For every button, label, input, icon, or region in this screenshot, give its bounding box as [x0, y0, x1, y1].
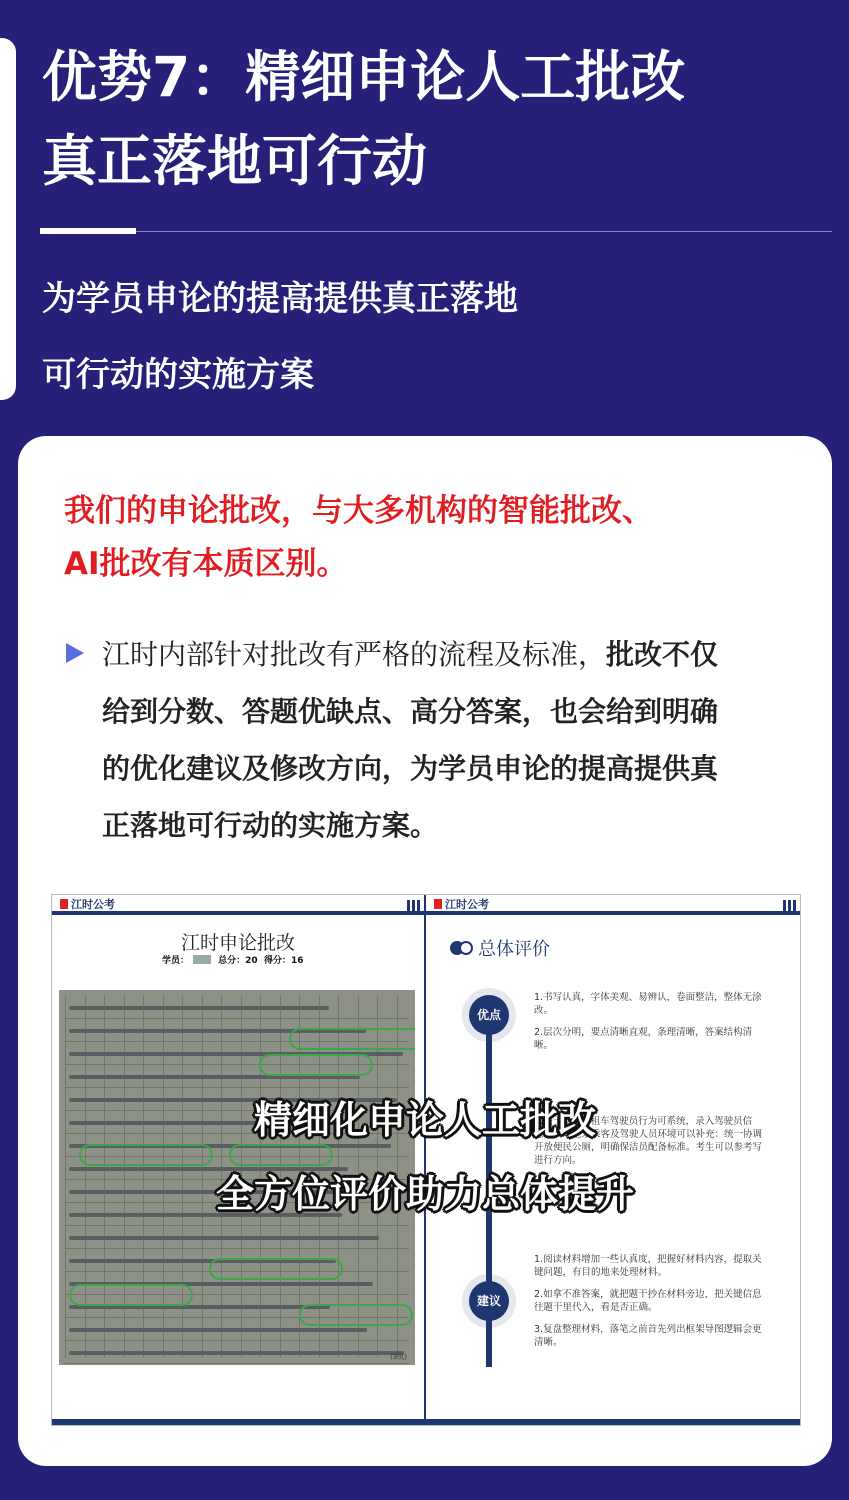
corner-marks-icon	[781, 897, 796, 916]
grading-slide	[52, 895, 426, 1425]
handwriting-stroke	[69, 1236, 379, 1240]
slide-logo: 江时公考	[434, 896, 489, 912]
overlay-caption-line2: 全方位评价助力总体提升	[215, 1172, 634, 1216]
logo-mark-icon	[434, 899, 442, 909]
suggestions-badge: 建议	[469, 1281, 509, 1321]
page-title-line1: 优势7：精细申论人工批改	[42, 45, 686, 109]
bullet-triangle-icon	[66, 643, 84, 663]
highlight-line2: AI批改有本质区别。	[64, 546, 348, 582]
slide-topbar	[426, 895, 800, 915]
suggestion-item: 1.阅读材料增加一些认真度，把握好材料内容，提取关键问题，有目的地来处理材料。	[534, 1254, 762, 1278]
slide-bottombar	[426, 1419, 800, 1425]
highlight-line1: 我们的申论批改，与大多机构的智能批改、	[64, 493, 653, 529]
content-card	[18, 436, 832, 1466]
subtitle-line1: 为学员申论的提高提供真正落地	[42, 279, 518, 319]
slides-screenshot	[51, 894, 801, 1426]
handwriting-stroke	[69, 1351, 404, 1355]
green-annotation-mark	[209, 1258, 343, 1280]
title-divider-accent	[40, 228, 136, 234]
left-edge-tab	[0, 38, 16, 400]
para-line3: 的优化建议及修改方向，为学员申论的提高提供真	[102, 752, 719, 785]
para-line1-bold: 批改不仅	[606, 638, 719, 671]
redacted-name	[193, 955, 211, 964]
green-annotation-mark	[259, 1054, 373, 1076]
slide-logo: 江时公考	[60, 896, 115, 912]
para-line4: 正落地可行动的实施方案。	[102, 809, 439, 842]
strengths-badge: 优点	[469, 995, 509, 1035]
handwriting-stroke	[69, 1328, 367, 1332]
suggestions-list	[534, 1253, 766, 1358]
page-title-line2: 真正落地可行动	[42, 129, 428, 193]
corner-marks-icon	[405, 897, 420, 916]
description-paragraph	[102, 626, 822, 854]
handwriting-stroke	[69, 1006, 329, 1010]
score-meta: 学员： 总分：20 得分：16	[162, 956, 304, 966]
para-line1-normal: 江时内部针对批改有严格的流程及标准，	[102, 638, 607, 671]
para-line2: 给到分数、答题优缺点、高分答案，也会给到明确	[102, 695, 719, 728]
toggle-ring-icon	[459, 941, 473, 955]
green-annotation-mark	[229, 1144, 333, 1166]
green-annotation-mark	[69, 1284, 193, 1306]
strengths-list	[534, 991, 766, 1061]
suggestion-item: 2.如拿不准答案，就把题干抄在材料旁边，把关键信息往题干里代入，看是否正确。	[534, 1289, 762, 1313]
suggestion-item: 3.复盘整理材料，落笔之前首先列出框架导图逻辑会更清晰。	[534, 1324, 762, 1348]
evaluation-slide	[426, 895, 800, 1425]
green-annotation-mark	[299, 1304, 413, 1326]
paper-page-note: (3页)	[390, 1353, 407, 1361]
evaluation-title: 总体评价	[478, 939, 550, 960]
green-annotation-mark	[79, 1144, 213, 1166]
middle-note: 4.关于规范出租车驾驶员行为可系统，录入驾驶员信息，实时记录乘客及驾驶人员环境可以补充：统一协调开放便民公厕，明确保洁员配备标准。考生可以参考写进行方向。	[534, 1116, 763, 1166]
title-divider	[40, 231, 832, 232]
logo-mark-icon	[60, 899, 68, 909]
slide-topbar	[52, 895, 424, 915]
subtitle-line2: 可行动的实施方案	[42, 355, 314, 395]
green-annotation-mark	[289, 1028, 415, 1050]
overlay-caption-line1: 精细化申论人工批改	[253, 1098, 596, 1142]
grading-title: 江时申论批改	[180, 932, 295, 954]
slide-bottombar	[52, 1419, 424, 1425]
strength-item: 1.书写认真，字体美观、易辨认，卷面整洁，整体无涂改。	[534, 992, 762, 1016]
strength-item: 2.层次分明，要点清晰直观，条理清晰，答案结构清晰。	[534, 1027, 753, 1051]
